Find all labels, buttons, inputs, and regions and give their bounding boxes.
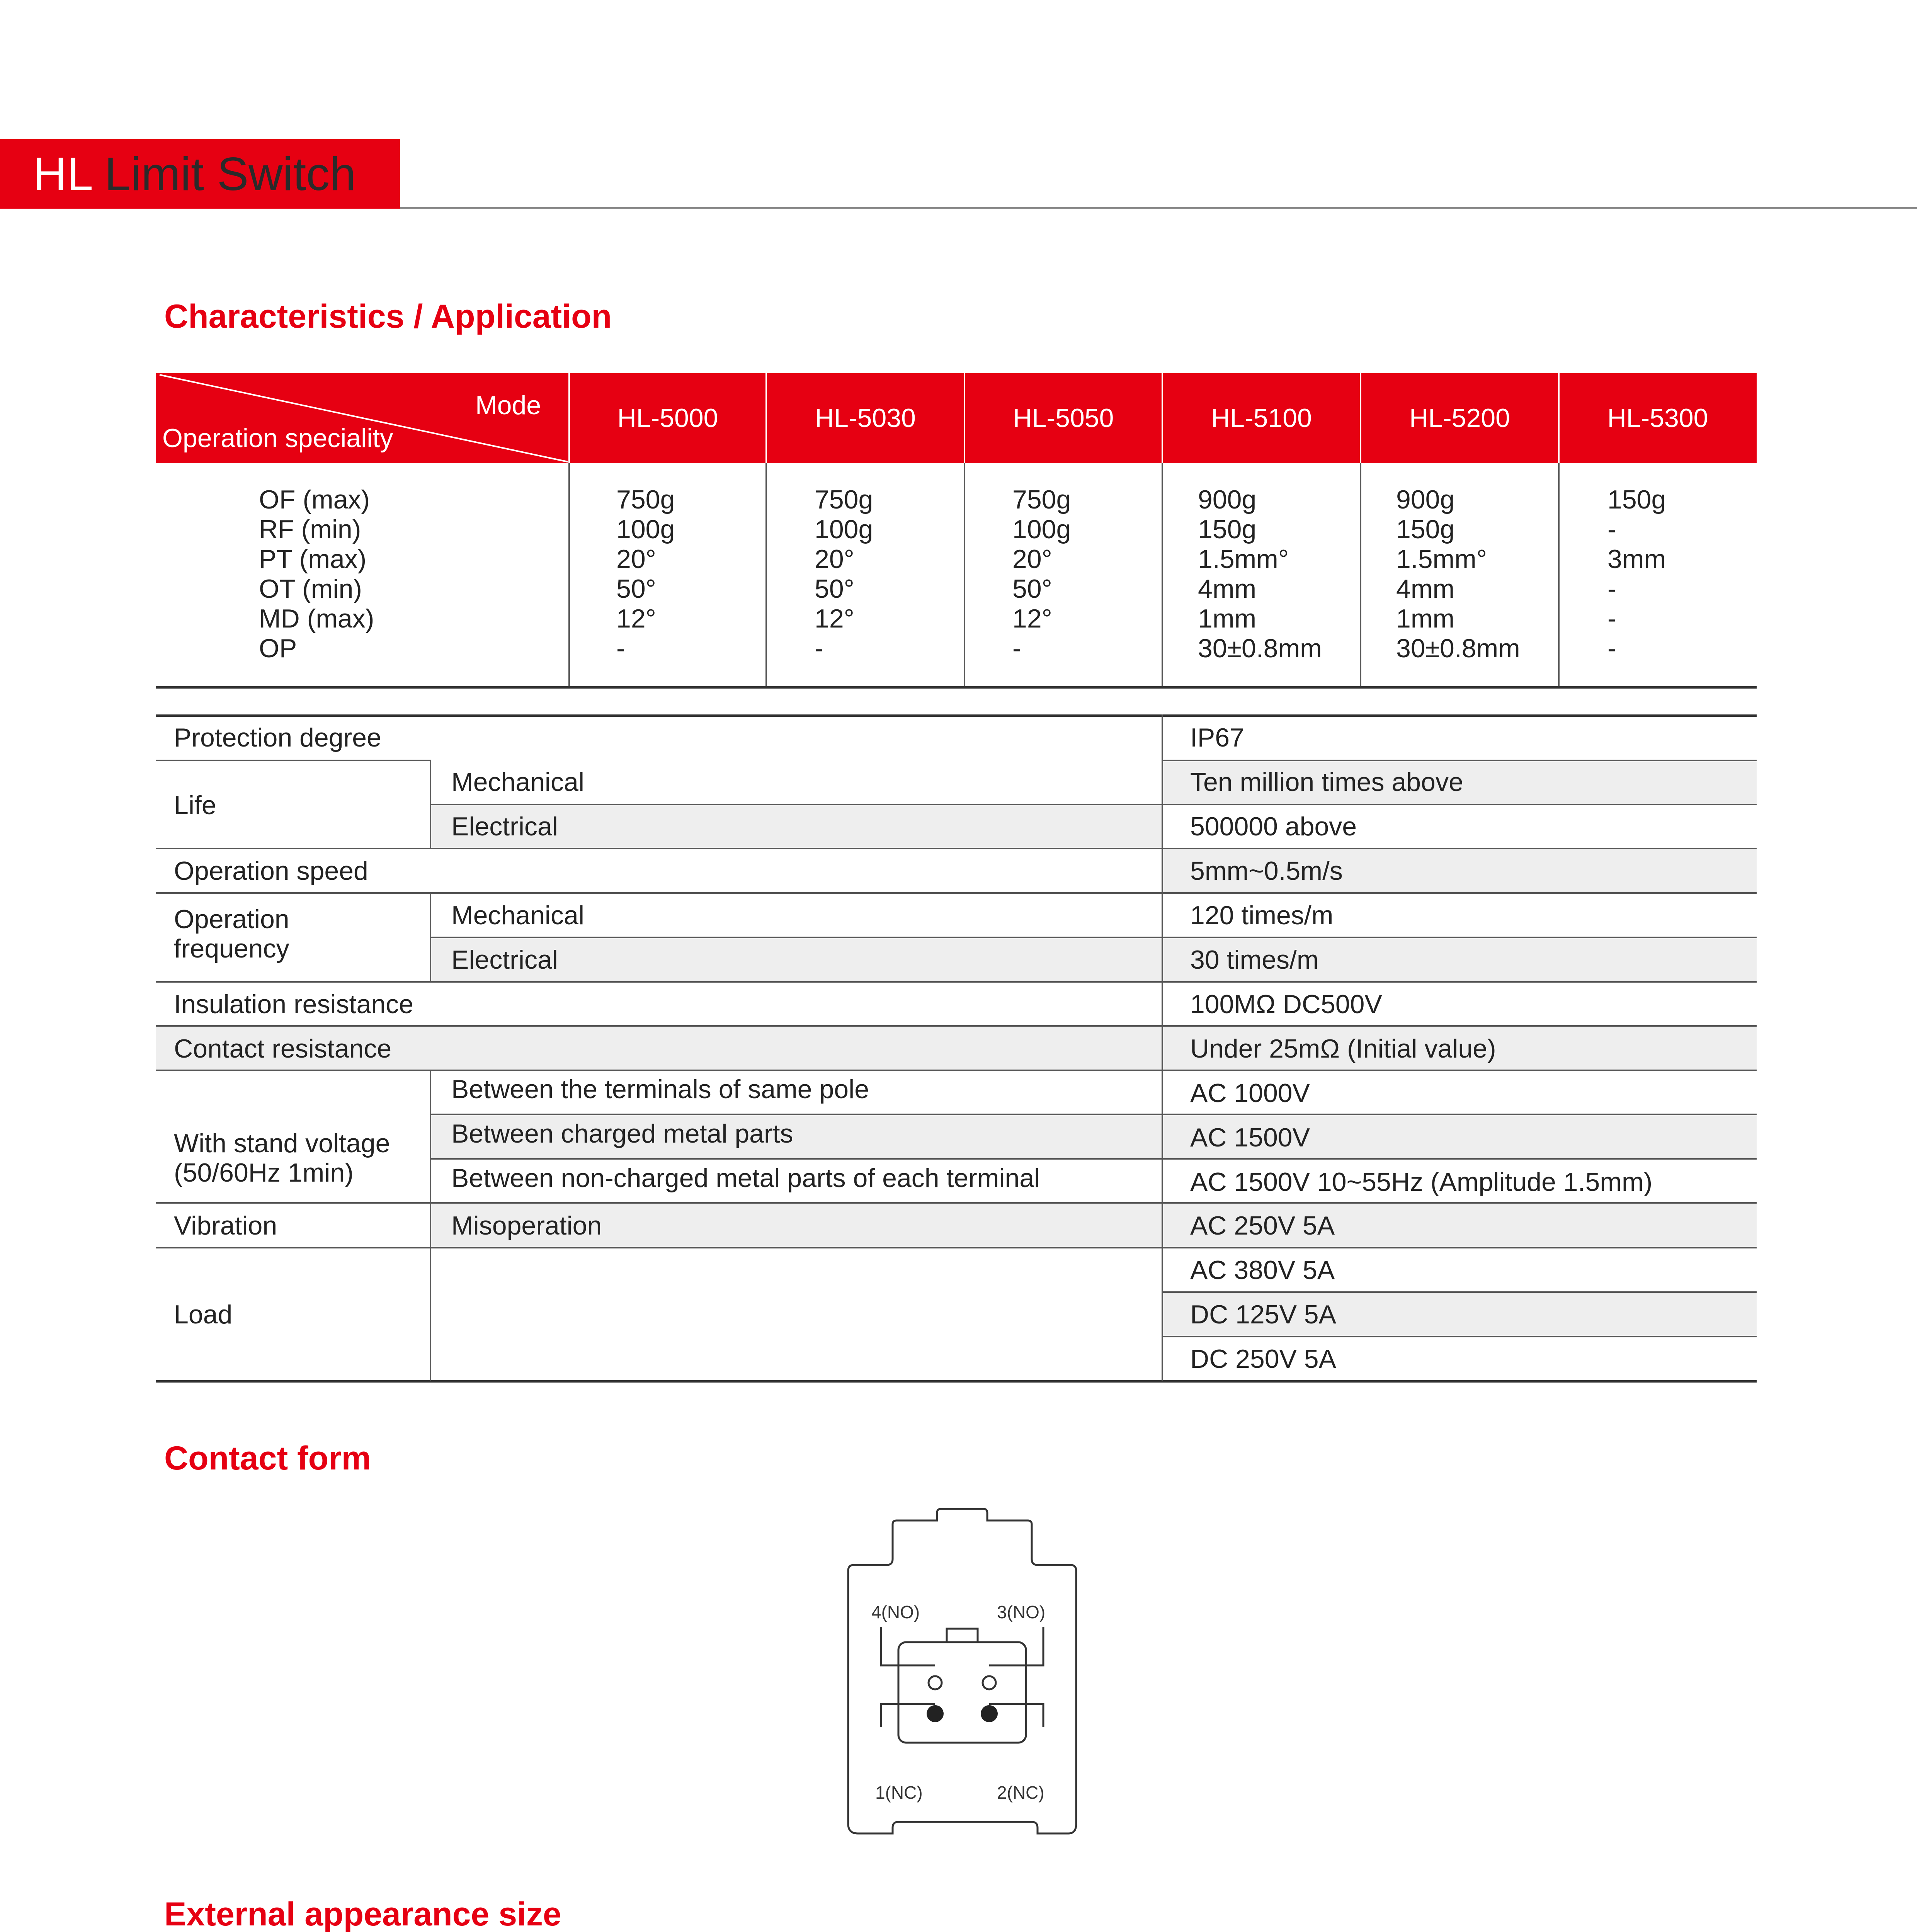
row-rule xyxy=(156,981,1757,983)
contact-resistance-value: Under 25mΩ (Initial value) xyxy=(1190,1034,1496,1063)
row-rule xyxy=(156,892,1757,894)
vibration-label: Vibration xyxy=(174,1211,277,1240)
life-electrical-value: 500000 above xyxy=(1190,812,1357,841)
load-label: Load xyxy=(174,1300,233,1329)
frequency-electrical: Electrical xyxy=(451,945,558,975)
speed-value: 5mm~0.5m/s xyxy=(1190,856,1343,886)
frequency-electrical-value: 30 times/m xyxy=(1190,945,1319,975)
terminal-dot xyxy=(927,1705,944,1722)
page-title xyxy=(33,139,356,209)
row-rule xyxy=(156,1202,1757,1204)
row-rule xyxy=(430,804,1757,805)
header-divider xyxy=(1360,373,1361,463)
model-header-hl5000: HL-5000 xyxy=(617,403,718,433)
values-hl5050: 750g 100g 20° 50° 12° - xyxy=(1012,485,1071,663)
vibration-sub: Misoperation xyxy=(451,1211,602,1240)
withstand-value-3: AC 1500V 10~55Hz (Amplitude 1.5mm) xyxy=(1190,1167,1653,1197)
load-value-2: DC 125V 5A xyxy=(1190,1300,1336,1329)
section-external-size: External appearance size xyxy=(164,1896,561,1932)
insulation-label: Insulation resistance xyxy=(174,990,413,1019)
row-bg xyxy=(156,1026,1757,1070)
header-mode-label: Mode xyxy=(475,391,541,420)
table-bottom-rule xyxy=(156,686,1757,689)
frequency-mechanical: Mechanical xyxy=(451,901,584,930)
values-hl5100: 900g 150g 1.5mm° 4mm 1mm 30±0.8mm xyxy=(1198,485,1322,663)
row-rule xyxy=(156,1025,1757,1027)
column-divider xyxy=(430,1070,431,1381)
load-value-1: AC 380V 5A xyxy=(1190,1255,1335,1285)
column-divider xyxy=(1558,463,1560,687)
column-divider xyxy=(765,463,767,687)
protection-label: Protection degree xyxy=(174,723,381,752)
row-rule xyxy=(430,937,1757,938)
frequency-mechanical-value: 120 times/m xyxy=(1190,901,1334,930)
column-divider xyxy=(1162,714,1163,1381)
model-header-hl5300: HL-5300 xyxy=(1607,403,1708,433)
title-text: Limit Switch xyxy=(104,148,356,200)
withstand-label-2: (50/60Hz 1min) xyxy=(174,1158,354,1187)
header-divider xyxy=(765,373,767,463)
terminal-label-3: 3(NO) xyxy=(997,1602,1046,1622)
spec-table-top-rule xyxy=(156,714,1757,717)
withstand-value-2: AC 1500V xyxy=(1190,1123,1310,1152)
vibration-value: AC 250V 5A xyxy=(1190,1211,1335,1240)
row-rule xyxy=(156,1247,1757,1248)
row-rule xyxy=(1162,1291,1757,1293)
terminal-label-1: 1(NC) xyxy=(875,1782,923,1803)
withstand-sub-2: Between charged metal parts xyxy=(451,1119,793,1148)
header-speciality-label: Operation speciality xyxy=(162,423,393,453)
speed-label: Operation speed xyxy=(174,856,368,886)
header-rule xyxy=(400,207,1917,209)
row-rule xyxy=(156,760,430,761)
values-hl5000: 750g 100g 20° 50° 12° - xyxy=(616,485,675,663)
column-divider xyxy=(1162,463,1163,687)
row-rule xyxy=(1162,1336,1757,1337)
column-divider xyxy=(430,892,431,981)
model-header-hl5100: HL-5100 xyxy=(1211,403,1312,433)
life-mechanical-value: Ten million times above xyxy=(1190,767,1463,797)
terminal-label-4: 4(NO) xyxy=(871,1602,920,1622)
insulation-value: 100MΩ DC500V xyxy=(1190,990,1382,1019)
terminal-dot xyxy=(981,1705,998,1722)
withstand-sub-3: Between non-charged metal parts of each terminal xyxy=(451,1163,1040,1193)
column-divider xyxy=(430,760,431,849)
values-hl5030: 750g 100g 20° 50° 12° - xyxy=(815,485,873,663)
withstand-label-1: With stand voltage xyxy=(174,1129,390,1158)
withstand-sub-1: Between the terminals of same pole xyxy=(451,1075,869,1104)
values-hl5200: 900g 150g 1.5mm° 4mm 1mm 30±0.8mm xyxy=(1396,485,1520,663)
row-rule xyxy=(1162,760,1757,761)
frequency-label-1: Operation xyxy=(174,905,289,934)
characteristics-row-labels: OF (max) RF (min) PT (max) OT (min) MD (max) OP xyxy=(259,485,374,663)
withstand-value-1: AC 1000V xyxy=(1190,1078,1310,1108)
model-header-hl5030: HL-5030 xyxy=(815,403,916,433)
row-rule xyxy=(156,1070,1757,1071)
load-value-3: DC 250V 5A xyxy=(1190,1344,1336,1374)
title-prefix: HL xyxy=(33,148,92,200)
row-rule xyxy=(430,1114,1757,1115)
life-mechanical: Mechanical xyxy=(451,767,584,797)
contact-resistance-label: Contact resistance xyxy=(174,1034,392,1063)
row-rule xyxy=(156,848,1757,849)
life-electrical: Electrical xyxy=(451,812,558,841)
life-label: Life xyxy=(174,791,216,820)
header-divider xyxy=(568,373,570,463)
model-header-hl5200: HL-5200 xyxy=(1409,403,1510,433)
model-header-hl5050: HL-5050 xyxy=(1013,403,1114,433)
header-divider xyxy=(1558,373,1560,463)
values-hl5300: 150g - 3mm - - - xyxy=(1607,485,1666,663)
spec-table-bottom-rule xyxy=(156,1380,1757,1383)
protection-value: IP67 xyxy=(1190,723,1244,752)
section-contact-form: Contact form xyxy=(164,1440,371,1477)
frequency-label-2: frequency xyxy=(174,934,289,963)
header-divider xyxy=(1162,373,1163,463)
column-divider xyxy=(1360,463,1361,687)
row-rule xyxy=(430,1158,1757,1160)
section-characteristics: Characteristics / Application xyxy=(164,298,612,335)
contact-form-diagram xyxy=(842,1507,1082,1847)
column-divider xyxy=(964,463,965,687)
header-divider xyxy=(964,373,965,463)
terminal-label-2: 2(NC) xyxy=(997,1782,1044,1803)
column-divider xyxy=(568,463,570,687)
